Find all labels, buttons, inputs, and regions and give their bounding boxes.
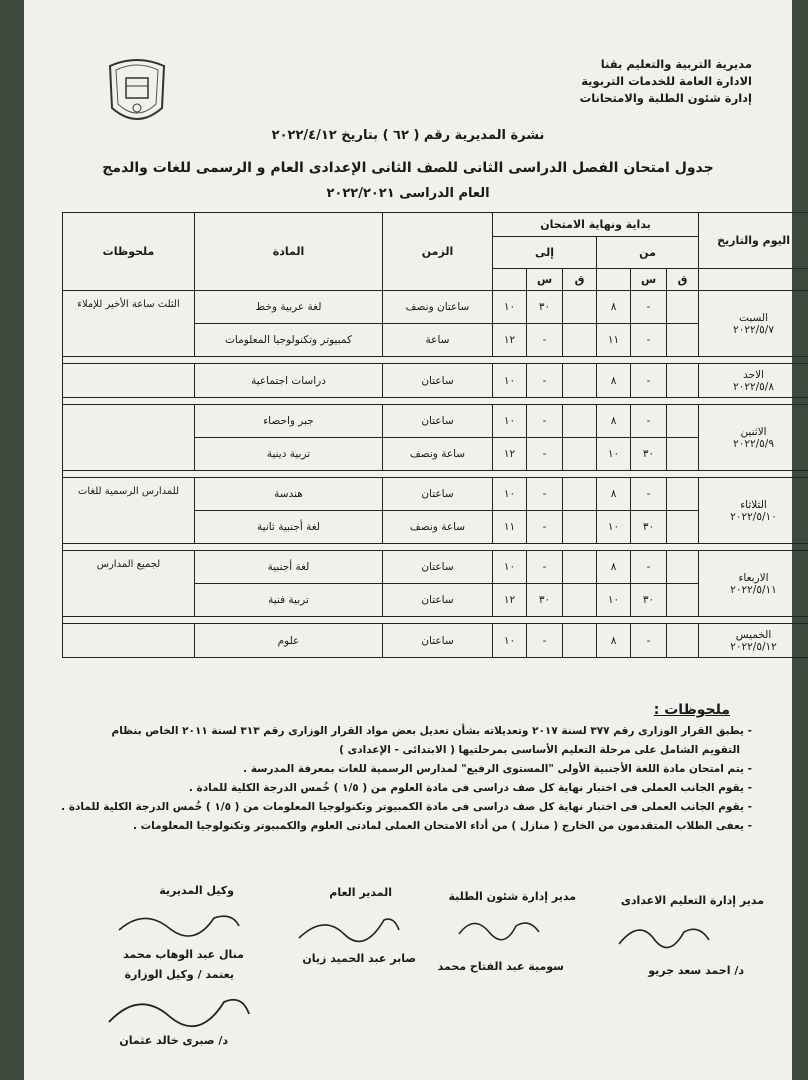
duration-cell: ساعتان: [383, 551, 493, 584]
table-row: [63, 551, 808, 584]
from-hour: ٨: [597, 478, 631, 511]
subject-cell: كمبيوتر وتكنولوجيا المعلومات: [195, 324, 383, 357]
duration-cell: ساعة: [383, 324, 493, 357]
sig-deputy-title: وكيل المديرية: [159, 884, 234, 897]
note-item: - يعفى الطلاب المتقدمون من الخارج ( منازل ) من أداء الامتحان العملى لمادتى العلوم والكمبيوتر وتكنولوجيا المعلومات .: [132, 820, 752, 832]
col-from: من: [597, 237, 699, 269]
to-hour: ١٠: [493, 478, 527, 511]
col-duration: الزمن: [383, 213, 493, 291]
remarks-cell: [63, 624, 195, 658]
seal-icon: [104, 52, 170, 132]
subject-cell: تربية دينية: [195, 438, 383, 471]
from-minute: -: [631, 291, 667, 324]
exam-schedule-table: [62, 212, 808, 658]
sig-general-director-name: صابر عبد الحميد زيان: [302, 952, 416, 965]
col-from-hour: س: [631, 269, 667, 291]
signatures-block: [64, 880, 764, 1080]
day-date: ٢٠٢٢/٥/١١: [730, 583, 777, 596]
remarks-cell: لجميع المدارس: [63, 551, 195, 617]
table-row: [63, 624, 808, 658]
to-hour: ١٢: [493, 438, 527, 471]
day-date: ٢٠٢٢/٥/١٢: [730, 640, 777, 653]
note-item: - يقوم الجانب العملى فى اختبار نهاية كل صف دراسى فى مادة الكمبيوتر وتكنولوجيا المعلومات من ( ١/٥ ) خُمس الدرجة الكلية للمادة .: [61, 801, 752, 813]
day-cell: [699, 551, 808, 617]
from-minute: ٣٠: [631, 584, 667, 617]
from-hour: ٨: [597, 291, 631, 324]
note-item: التقويم الشامل على مرحلة التعليم الأساسى بمرحلتيها ( الابتدائى - الإعدادى ): [339, 744, 740, 756]
duration-cell: ساعتان: [383, 584, 493, 617]
notes-title: ملحوظات :: [653, 702, 730, 718]
from-hour: ٨: [597, 551, 631, 584]
to-minute: -: [527, 624, 563, 658]
subject-cell: جبر واحصاء: [195, 405, 383, 438]
day-date: ٢٠٢٢/٥/٧: [733, 323, 774, 336]
header-line-3: إدارة شئون الطلبة والامتحانات: [579, 91, 752, 105]
col-subject: المادة: [195, 213, 383, 291]
day-name: السبت: [739, 311, 769, 324]
sig-deputy-name: منال عبد الوهاب محمد: [123, 948, 244, 961]
table-row: [63, 364, 808, 398]
day-name: الاحد: [743, 368, 764, 381]
document-page: [24, 0, 792, 1080]
col-from-minute: ق: [667, 269, 699, 291]
to-hour: ١٠: [493, 405, 527, 438]
day-name: الثلاثاء: [740, 498, 767, 511]
day-cell: [699, 478, 808, 544]
academic-year: العام الدراسى ٢٠٢٢/٢٠٢١: [326, 186, 490, 201]
to-minute: -: [527, 511, 563, 544]
day-date: ٢٠٢٢/٥/٩: [733, 437, 774, 450]
subject-cell: هندسة: [195, 478, 383, 511]
day-cell: [699, 405, 808, 471]
table-row: [63, 405, 808, 438]
table-row: [63, 291, 808, 324]
day-cell: [699, 364, 808, 398]
col-remarks: ملحوظات: [63, 213, 195, 291]
duration-cell: ساعة ونصف: [383, 438, 493, 471]
subject-cell: تربية فنية: [195, 584, 383, 617]
to-hour: ١٢: [493, 584, 527, 617]
from-minute: -: [631, 478, 667, 511]
remarks-cell: الثلث ساعة الأخير للإملاء: [63, 291, 195, 357]
sig-prep-director-name: د/ احمد سعد جريو: [648, 964, 744, 977]
col-exam-window: بداية ونهاية الامتحان: [493, 213, 699, 237]
day-cell: [699, 624, 808, 658]
col-to-minute: ق: [563, 269, 597, 291]
note-item: - يطبق القرار الوزارى رقم ٣٧٧ لسنة ٢٠١٧ وتعديلاته بشأن تعديل بعض مواد القرار الوزارى رقم ٣١٣ لسنة ٢٠١١ الخاص بنظام: [111, 725, 752, 737]
remarks-cell: [63, 405, 195, 471]
to-minute: -: [527, 551, 563, 584]
bulletin-number: نشرة المديرية رقم ( ٦٢ ) بتاريخ ٢٠٢٢/٤/١٢: [271, 128, 545, 143]
to-hour: ١٠: [493, 551, 527, 584]
duration-cell: ساعتان: [383, 624, 493, 658]
note-item: - يقوم الجانب العملى فى اختبار نهاية كل صف دراسى فى مادة العلوم من ( ١/٥ ) خُمس الدرجة الكلية للمادة .: [188, 782, 752, 794]
signature-scribble: [294, 906, 404, 946]
subject-cell: علوم: [195, 624, 383, 658]
signature-scribble: [104, 984, 254, 1034]
signature-scribble: [454, 910, 544, 944]
table-row: [63, 478, 808, 511]
to-hour: ١٢: [493, 324, 527, 357]
to-minute: ٣٠: [527, 291, 563, 324]
duration-cell: ساعتان ونصف: [383, 291, 493, 324]
col-to-hour: س: [527, 269, 563, 291]
sig-students-director-name: سومية عبد الفتاح محمد: [437, 960, 564, 973]
from-minute: -: [631, 551, 667, 584]
document-title: جدول امتحان الفصل الدراسى الثانى للصف الثانى الإعدادى العام و الرسمى للغات والدمج: [102, 160, 714, 176]
to-minute: ٣٠: [527, 584, 563, 617]
signature-scribble: [114, 904, 244, 944]
to-minute: -: [527, 405, 563, 438]
to-minute: -: [527, 438, 563, 471]
from-minute: -: [631, 405, 667, 438]
col-to: إلى: [493, 237, 597, 269]
to-hour: ١٠: [493, 364, 527, 398]
header-line-2: الادارة العامة للخدمات التربوية: [581, 74, 752, 88]
col-day-date: اليوم والتاريخ: [699, 213, 808, 269]
note-item: - يتم امتحان مادة اللغة الأجنبية الأولى "المستوى الرفيع" لمدارس الرسمية للغات بمعرفة المدرسة .: [243, 763, 752, 775]
subject-cell: لغة أجنبية ثانية: [195, 511, 383, 544]
day-cell: [699, 291, 808, 357]
to-hour: ١٠: [493, 291, 527, 324]
to-minute: -: [527, 478, 563, 511]
remarks-cell: للمدارس الرسمية للغات: [63, 478, 195, 544]
duration-cell: ساعتان: [383, 405, 493, 438]
remarks-cell: [63, 364, 195, 398]
day-date: ٢٠٢٢/٥/٨: [733, 380, 774, 393]
sig-prep-director-title: مدير إدارة التعليم الاعدادى: [620, 894, 764, 907]
from-minute: ٣٠: [631, 438, 667, 471]
signature-scribble: [614, 914, 714, 954]
from-hour: ٨: [597, 364, 631, 398]
from-hour: ١٠: [597, 438, 631, 471]
sig-approve-label: يعتمد / وكيل الوزارة: [124, 968, 234, 981]
sig-undersecretary-name: د/ صبرى خالد عثمان: [119, 1034, 228, 1047]
schedule-body: [63, 291, 808, 658]
from-minute: -: [631, 324, 667, 357]
to-minute: -: [527, 364, 563, 398]
day-name: الخميس: [735, 628, 772, 641]
to-hour: ١١: [493, 511, 527, 544]
from-hour: ١٠: [597, 511, 631, 544]
duration-cell: ساعتان: [383, 478, 493, 511]
subject-cell: لغة أجنبية: [195, 551, 383, 584]
to-hour: ١٠: [493, 624, 527, 658]
sig-general-director-title: المدير العام: [329, 886, 392, 899]
from-minute: -: [631, 624, 667, 658]
from-hour: ١١: [597, 324, 631, 357]
issuer-header: [502, 56, 752, 107]
from-hour: ٨: [597, 624, 631, 658]
day-name: الاربعاء: [738, 571, 769, 584]
day-date: ٢٠٢٢/٥/١٠: [730, 510, 777, 523]
day-name: الاثنين: [740, 425, 767, 438]
sig-students-director-title: مدير إدارة شئون الطلبة: [448, 890, 576, 903]
from-hour: ٨: [597, 405, 631, 438]
to-minute: -: [527, 324, 563, 357]
from-hour: ١٠: [597, 584, 631, 617]
from-minute: ٣٠: [631, 511, 667, 544]
subject-cell: لغة عربية وخط: [195, 291, 383, 324]
duration-cell: ساعة ونصف: [383, 511, 493, 544]
duration-cell: ساعتان: [383, 364, 493, 398]
from-minute: -: [631, 364, 667, 398]
subject-cell: دراسات اجتماعية: [195, 364, 383, 398]
header-line-1: مديرية التربية والتعليم بقنا: [600, 57, 752, 71]
notes-list: [52, 722, 752, 836]
